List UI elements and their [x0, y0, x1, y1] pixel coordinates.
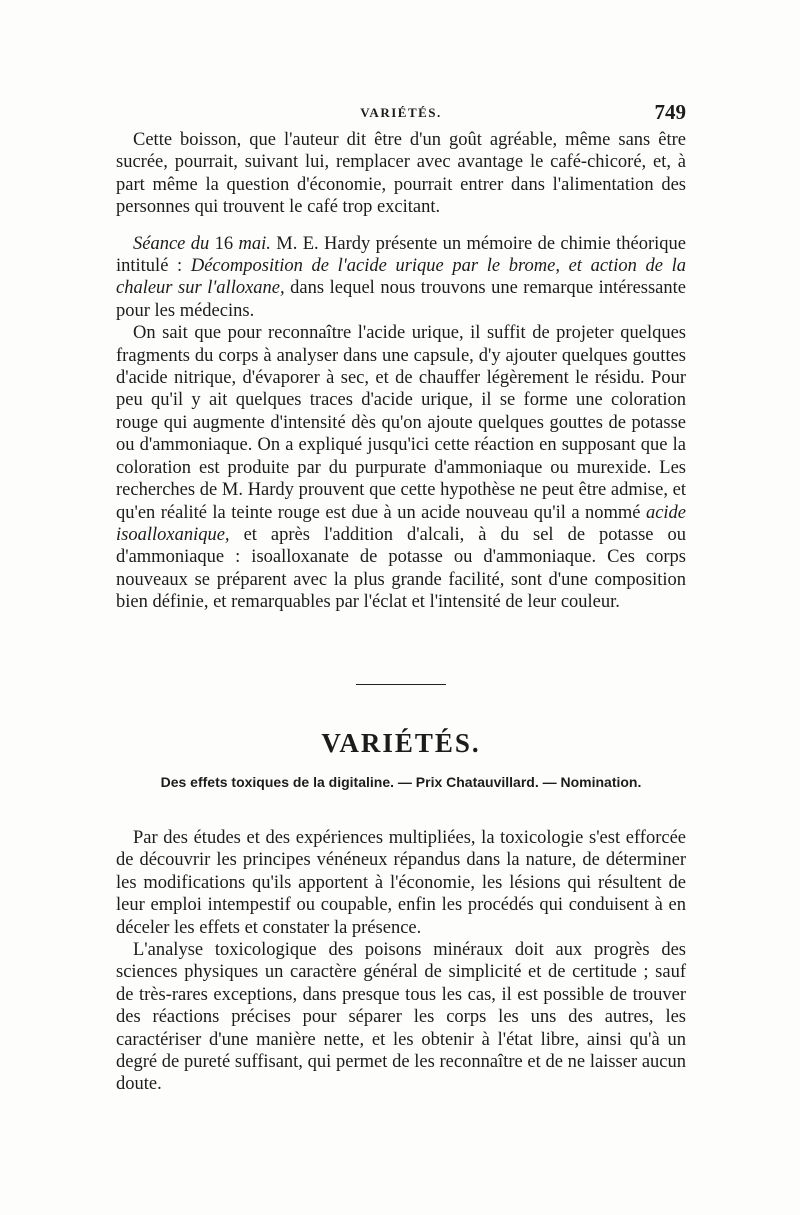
seance-label: Séance du	[133, 233, 210, 254]
paragraph-toxicologie: Par des études et des expériences multipliées, la toxicologie s'est efforcée de découvrir les principes vénéneux répandus dans la nature, de déterminer les modifications qu'ils apportent à l'économie, les lésions qui résultent de leur emploi intempestif ou coupable, enfin les procédés qui conduisent à en déceler les effets et constater la présence.	[116, 828, 686, 938]
page-number: 749	[654, 100, 686, 124]
body-text-top	[116, 129, 686, 614]
seance-month: mai.	[238, 233, 271, 254]
section-subheading: Des effets toxiques de la digitaline. — Prix Chatauvillard. — Nomination.	[160, 774, 642, 790]
section-divider	[356, 684, 446, 685]
acide-text-before: On sait que pour reconnaître l'acide urique, il suffit de projeter quelques fragments du corps à analyser dans une capsule, d'y ajouter quelques gouttes d'acide nitrique, d'évaporer à sec, et de chauffer légèrement le résidu. Pour peu qu'il y ait quelques traces d'acide urique, il se forme une coloration rouge qui augmente d'intensité dès qu'on ajoute quelques gouttes de potasse ou d'ammoniaque. On a expliqué jusqu'ici cette réaction en supposant que la coloration est produite par du purpurate d'ammoniaque ou murexide. Les recherches de M. Hardy prouvent que cette hypothèse ne peut être admise, et qu'en réalité la teinte rouge est due à un acide nouveau qu'il a nommé	[116, 323, 686, 523]
paragraph-seance	[116, 233, 686, 323]
seance-intro: M. E. Hardy présente un mémoire de chimie théorique intitulé :	[116, 233, 687, 277]
seance-day: 16	[209, 233, 239, 254]
acide-text-after: et après l'addition d'alcali, à du sel de potasse ou d'ammoniaque : isoalloxanate de potasse ou d'ammoniaque. Ces corps nouveaux se préparent avec la plus grande facilité, sont d'une composition bien définie, et remarquables par l'éclat et l'intensité de leur couleur.	[116, 524, 686, 613]
paragraph-analyse: L'analyse toxicologique des poisons minéraux doit aux progrès des sciences physiques un caractère général de simplicité et de certitude ; sauf de très-rares exceptions, dans presque tous les cas, il est possible de trouver des réactions précises pour séparer les corps les uns des autres, les caractériser d'une manière nette, et les obtenir à l'état libre, ainsi qu'à un degré de pureté suffisant, qui permet de les reconnaître et de ne laisser aucun doute.	[116, 940, 686, 1095]
memoir-title: Décomposition de l'acide urique par le brome, et action de la chaleur sur l'alloxane,	[116, 256, 686, 299]
acide-isoalloxanique-term: acide isoalloxanique,	[116, 502, 686, 545]
section-heading: VARIÉTÉS.	[321, 728, 481, 758]
paragraph-acide-urique	[116, 322, 686, 613]
seance-tail: dans lequel nous trouvons une remarque intéressante pour les médecins.	[116, 278, 686, 321]
running-title: VARIÉTÉS.	[360, 105, 442, 120]
running-head	[116, 100, 686, 124]
body-text-bottom	[116, 827, 686, 1096]
paragraph-boisson: Cette boisson, que l'auteur dit être d'un goût agréable, même sans être sucrée, pourrait, suivant lui, remplacer avec avantage le café-chicoré, et, à part même la question d'économie, pourrait entrer dans l'alimentation des personnes qui trouvent le café trop excitant.	[116, 130, 686, 218]
